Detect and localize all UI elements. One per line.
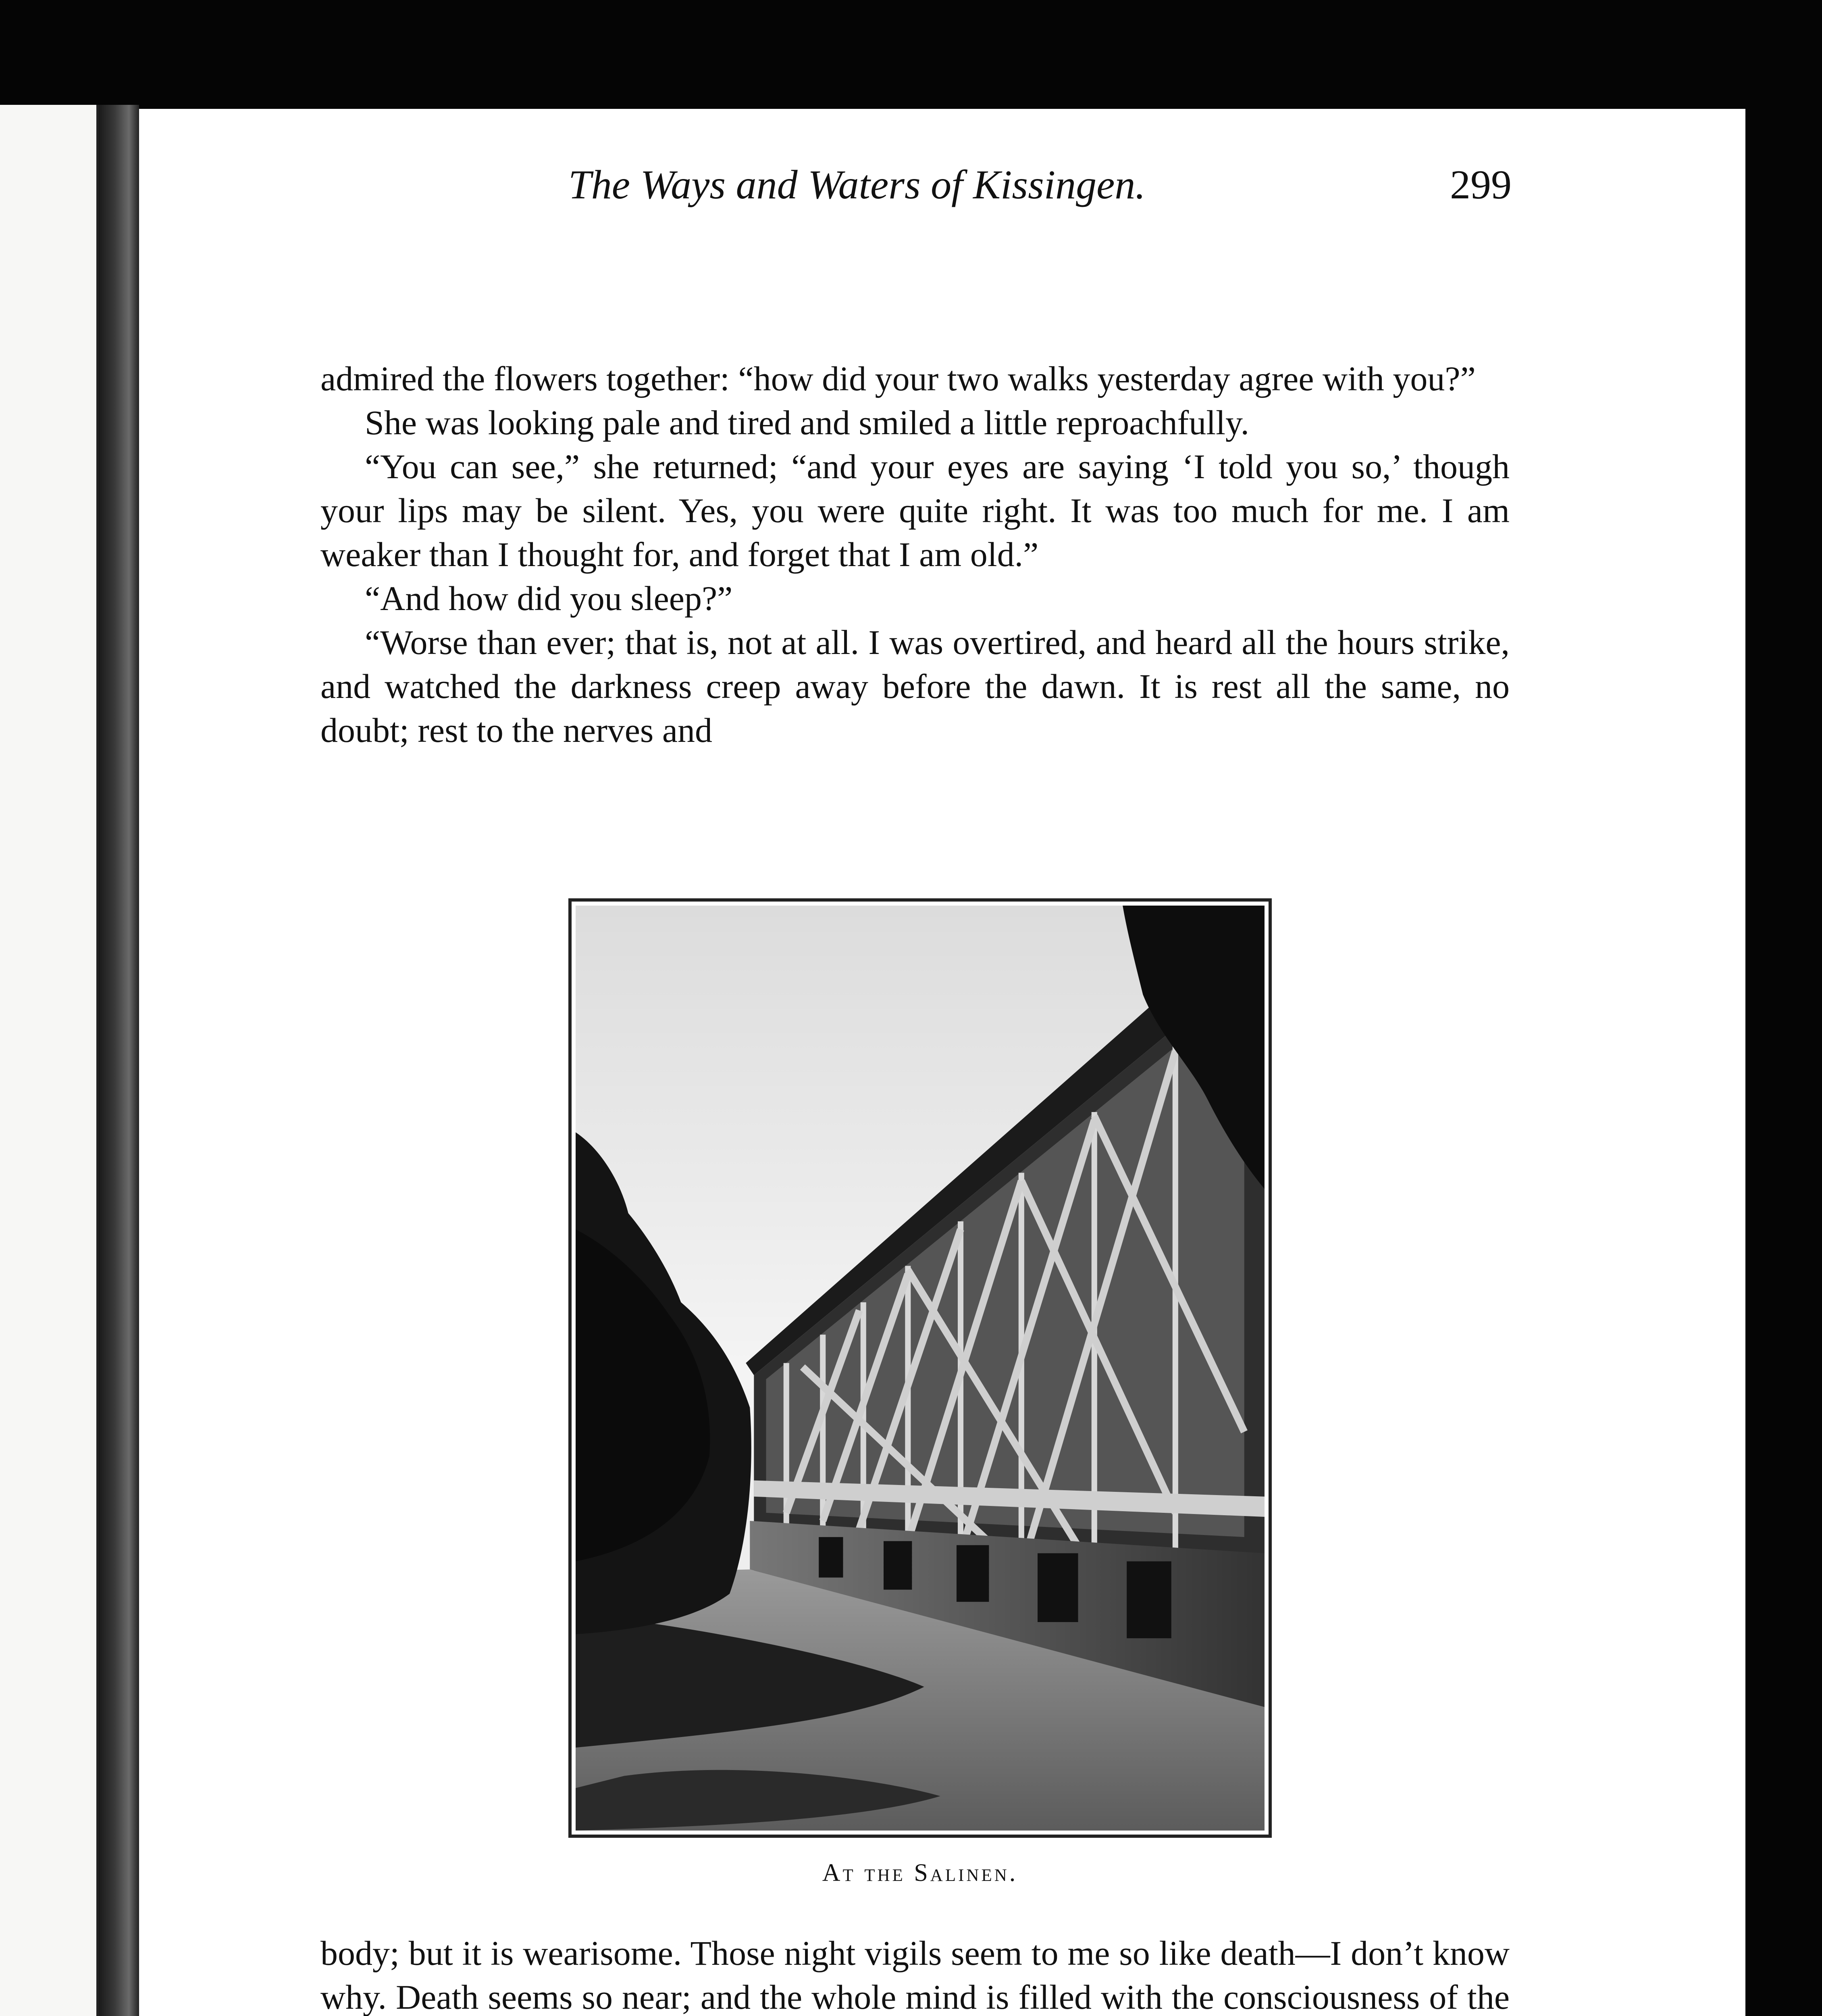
paragraph: She was looking pale and tired and smiled a little reproachfully.: [365, 403, 1249, 442]
paragraph: “And how did you sleep?”: [365, 579, 733, 618]
paragraph: admired the flowers together: “how did your two walks yesterday agree with you?”: [320, 359, 1476, 398]
running-head: [423, 161, 1512, 222]
running-title: The Ways and Waters of Kissingen.: [568, 162, 1146, 208]
graduation-works-image: [576, 906, 1265, 1831]
book-spine: [99, 105, 139, 2016]
figure-caption: At the Salinen.: [822, 1859, 1018, 1887]
paragraph: “You can see,” she returned; “and your eyes are saying ‘I told you so,’ though your lips may be silent. Yes, you were quite right. It was too much for me. I am weaker than I thought for, and forget that I am old.”: [320, 447, 1510, 574]
text-block-bottom: [320, 1931, 1510, 2016]
text-block-top: [320, 357, 1510, 752]
page-number: 299: [1450, 162, 1512, 208]
paragraph: “Worse than ever; that is, not at all. I was overtired, and heard all the hours strike, and watched the darkness creep away before the dawn. It is rest all the same, no doubt; rest to the nerves and: [320, 623, 1510, 750]
salinen-photograph: [568, 898, 1272, 1838]
left-page-edge: [0, 105, 99, 2016]
paragraph: body; but it is wearisome. Those night vigils seem to me so like death—I don’t know why. Death seems so near; and the whole mind is filled with the consciousness of the: [320, 1934, 1510, 2016]
